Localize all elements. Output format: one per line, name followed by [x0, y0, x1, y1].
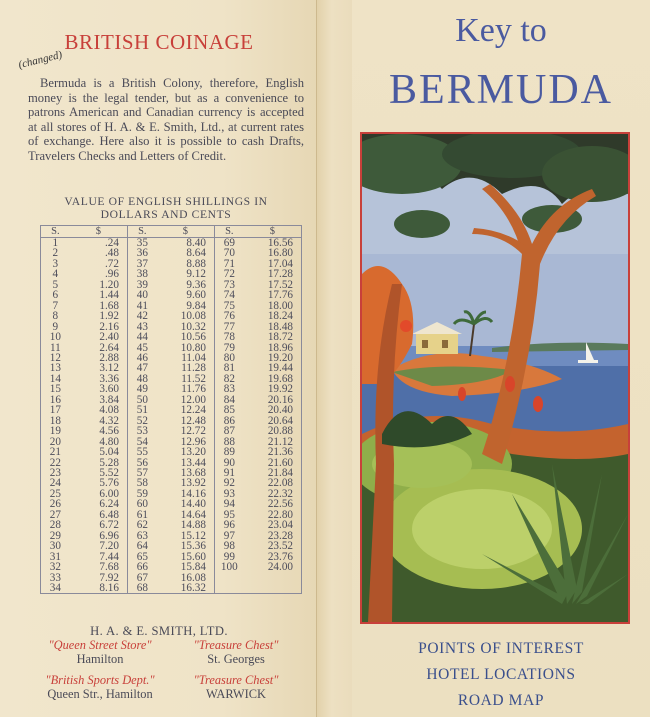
dollars-cell: 20.40 — [244, 405, 302, 415]
store-name: "Queen Street Store" — [48, 638, 152, 652]
shillings-cell: 60 — [127, 499, 156, 509]
table-row — [41, 520, 302, 530]
shillings-cell: 16 — [41, 395, 70, 405]
table-row — [41, 280, 302, 290]
table-row — [41, 248, 302, 258]
shillings-cell: 95 — [214, 510, 243, 520]
dollars-cell: 14.16 — [157, 489, 215, 499]
shillings-cell: 70 — [214, 248, 243, 258]
cover-title-bermuda: BERMUDA — [388, 67, 614, 113]
dollars-cell: 10.08 — [157, 311, 215, 321]
shillings-cell: 1 — [41, 238, 70, 249]
cover-panel — [352, 0, 650, 717]
dollars-cell: 12.00 — [157, 395, 215, 405]
shillings-cell: 4 — [41, 269, 70, 279]
table-row — [41, 478, 302, 488]
dollars-cell: 6.24 — [70, 499, 128, 509]
shillings-cell: 47 — [127, 363, 156, 373]
shillings-cell: 53 — [127, 426, 156, 436]
shillings-cell: 91 — [214, 468, 243, 478]
table-row — [41, 374, 302, 384]
dollars-cell: 4.80 — [70, 437, 128, 447]
dollars-cell: 11.28 — [157, 363, 215, 373]
dollars-cell: 14.40 — [157, 499, 215, 509]
exchange-rate-table — [40, 225, 302, 594]
dollars-cell: 16.80 — [244, 248, 302, 258]
dollars-cell: 6.00 — [70, 489, 128, 499]
dollars-cell: 18.96 — [244, 343, 302, 353]
col-header-dollars: $ — [244, 226, 302, 238]
page-fold — [316, 0, 353, 717]
table-row — [41, 583, 302, 594]
table-row — [41, 437, 302, 447]
shillings-cell: 7 — [41, 301, 70, 311]
dollars-cell: 23.28 — [244, 531, 302, 541]
shillings-cell: 96 — [214, 520, 243, 530]
shillings-cell: 24 — [41, 478, 70, 488]
shillings-cell: 80 — [214, 353, 243, 363]
shillings-cell: 92 — [214, 478, 243, 488]
shillings-cell: 11 — [41, 343, 70, 353]
table-row — [41, 552, 302, 562]
dollars-cell: 15.84 — [157, 562, 215, 572]
dollars-cell: 5.76 — [70, 478, 128, 488]
cover-title-key-to: Key to — [455, 12, 547, 49]
dollars-cell: 9.84 — [157, 301, 215, 311]
dollars-cell: 13.68 — [157, 468, 215, 478]
shillings-cell: 58 — [127, 478, 156, 488]
table-row — [41, 416, 302, 426]
shillings-cell: 23 — [41, 468, 70, 478]
dollars-cell: 5.28 — [70, 458, 128, 468]
shillings-cell: 43 — [127, 322, 156, 332]
shillings-cell: 86 — [214, 416, 243, 426]
table-row — [41, 269, 302, 279]
dollars-cell: 10.80 — [157, 343, 215, 353]
dollars-cell: 17.76 — [244, 290, 302, 300]
col-header-dollars: $ — [70, 226, 128, 238]
dollars-cell: 3.36 — [70, 374, 128, 384]
shillings-cell — [214, 573, 243, 583]
dollars-cell: 13.20 — [157, 447, 215, 457]
table-row — [41, 573, 302, 583]
shillings-cell: 8 — [41, 311, 70, 321]
shillings-cell: 34 — [41, 583, 70, 594]
dollars-cell: 7.68 — [70, 562, 128, 572]
dollars-cell: 6.48 — [70, 510, 128, 520]
dollars-cell: 2.88 — [70, 353, 128, 363]
table-row — [41, 384, 302, 394]
shillings-cell: 10 — [41, 332, 70, 342]
store-entry — [166, 674, 306, 701]
dollars-cell: 4.08 — [70, 405, 128, 415]
table-row — [41, 405, 302, 415]
dollars-cell: 1.92 — [70, 311, 128, 321]
dollars-cell: 22.56 — [244, 499, 302, 509]
store-location: WARWICK — [206, 686, 266, 701]
table-row — [41, 343, 302, 353]
shillings-cell: 37 — [127, 259, 156, 269]
handwritten-note: (changed) — [17, 48, 64, 72]
col-header-dollars: $ — [157, 226, 215, 238]
store-entry — [30, 639, 170, 666]
shillings-cell: 79 — [214, 343, 243, 353]
dollars-cell: 9.36 — [157, 280, 215, 290]
shillings-cell: 12 — [41, 353, 70, 363]
shillings-cell: 68 — [127, 583, 156, 594]
shillings-cell: 36 — [127, 248, 156, 258]
col-header-shillings: S. — [127, 226, 156, 238]
table-row — [41, 311, 302, 321]
dollars-cell: 3.84 — [70, 395, 128, 405]
dollars-cell: 10.56 — [157, 332, 215, 342]
dollars-cell: 23.76 — [244, 552, 302, 562]
dollars-cell: 19.92 — [244, 384, 302, 394]
dollars-cell: 12.96 — [157, 437, 215, 447]
shillings-cell: 62 — [127, 520, 156, 530]
dollars-cell: 16.32 — [157, 583, 215, 594]
intro-paragraph: Bermuda is a British Colony, therefore, English money is the legal tender, but as a convenience to patrons American and Canadian currency is accepted at all stores of H. A. & E. Smith, Ltd., at current rates of exchange. Here also it is possible to cash Drafts, Travelers Checks and Letters of Credit. — [28, 76, 304, 163]
dollars-cell: 8.40 — [157, 238, 215, 249]
shillings-cell: 2 — [41, 248, 70, 258]
table-row — [41, 395, 302, 405]
dollars-cell: 22.32 — [244, 489, 302, 499]
dollars-cell: 7.44 — [70, 552, 128, 562]
dollars-cell: .48 — [70, 248, 128, 258]
store-location: Hamilton — [76, 651, 124, 666]
dollars-cell: 20.88 — [244, 426, 302, 436]
shillings-cell: 66 — [127, 562, 156, 572]
dollars-cell: 10.32 — [157, 322, 215, 332]
shillings-cell: 22 — [41, 458, 70, 468]
shillings-cell: 76 — [214, 311, 243, 321]
coinage-intro — [28, 76, 304, 164]
shillings-cell: 38 — [127, 269, 156, 279]
shillings-cell: 85 — [214, 405, 243, 415]
dollars-cell: 23.52 — [244, 541, 302, 551]
store-entry — [166, 639, 306, 666]
shillings-cell: 42 — [127, 311, 156, 321]
dollars-cell: 21.36 — [244, 447, 302, 457]
dollars-cell: 7.92 — [70, 573, 128, 583]
dollars-cell: 11.52 — [157, 374, 215, 384]
table-row — [41, 510, 302, 520]
dollars-cell — [244, 583, 302, 594]
table-title-line-1: VALUE OF ENGLISH SHILLINGS IN — [64, 195, 268, 208]
shillings-cell: 87 — [214, 426, 243, 436]
dollars-cell: 1.68 — [70, 301, 128, 311]
shillings-cell: 61 — [127, 510, 156, 520]
table-row — [41, 489, 302, 499]
shillings-cell: 44 — [127, 332, 156, 342]
shillings-cell: 26 — [41, 499, 70, 509]
shillings-cell: 31 — [41, 552, 70, 562]
dollars-cell: 6.72 — [70, 520, 128, 530]
bermuda-landscape-illustration — [360, 132, 630, 624]
shillings-cell: 69 — [214, 238, 243, 249]
dollars-cell: 5.52 — [70, 468, 128, 478]
shillings-cell: 98 — [214, 541, 243, 551]
shillings-cell: 6 — [41, 290, 70, 300]
shillings-cell: 45 — [127, 343, 156, 353]
shillings-cell: 32 — [41, 562, 70, 572]
shillings-cell: 64 — [127, 541, 156, 551]
shillings-cell: 13 — [41, 363, 70, 373]
landscape-image — [362, 134, 628, 622]
points-of-interest: POINTS OF INTEREST — [418, 640, 584, 657]
dollars-cell: 18.00 — [244, 301, 302, 311]
dollars-cell: 2.64 — [70, 343, 128, 353]
shillings-cell: 57 — [127, 468, 156, 478]
table-body — [41, 238, 302, 594]
dollars-cell: 13.44 — [157, 458, 215, 468]
dollars-cell: 5.04 — [70, 447, 128, 457]
dollars-cell: 3.12 — [70, 363, 128, 373]
dollars-cell: 24.00 — [244, 562, 302, 572]
table-row — [41, 353, 302, 363]
dollars-cell: 9.60 — [157, 290, 215, 300]
dollars-cell: 15.12 — [157, 531, 215, 541]
shillings-cell: 67 — [127, 573, 156, 583]
dollars-cell: 8.88 — [157, 259, 215, 269]
shillings-cell: 50 — [127, 395, 156, 405]
table-row — [41, 426, 302, 436]
shillings-cell: 54 — [127, 437, 156, 447]
dollars-cell: 1.44 — [70, 290, 128, 300]
dollars-cell: 3.60 — [70, 384, 128, 394]
shillings-cell: 39 — [127, 280, 156, 290]
shillings-cell: 74 — [214, 290, 243, 300]
shillings-cell: 100 — [214, 562, 243, 572]
shillings-cell: 18 — [41, 416, 70, 426]
shillings-cell: 19 — [41, 426, 70, 436]
shillings-cell: 40 — [127, 290, 156, 300]
dollars-cell: 18.72 — [244, 332, 302, 342]
dollars-cell: 8.64 — [157, 248, 215, 258]
shillings-cell: 93 — [214, 489, 243, 499]
shillings-cell: 55 — [127, 447, 156, 457]
store-name: "British Sports Dept." — [45, 673, 155, 687]
store-entry — [30, 674, 170, 701]
shillings-cell: 63 — [127, 531, 156, 541]
dollars-cell: 15.60 — [157, 552, 215, 562]
shillings-cell: 65 — [127, 552, 156, 562]
shillings-cell: 9 — [41, 322, 70, 332]
dollars-cell: 16.56 — [244, 238, 302, 249]
dollars-cell — [244, 573, 302, 583]
store-name: "Treasure Chest" — [193, 673, 279, 687]
dollars-cell: 7.20 — [70, 541, 128, 551]
dollars-cell: 17.04 — [244, 259, 302, 269]
shillings-cell: 51 — [127, 405, 156, 415]
col-header-shillings: S. — [41, 226, 70, 238]
dollars-cell: 4.32 — [70, 416, 128, 426]
shillings-cell: 56 — [127, 458, 156, 468]
shillings-cell: 33 — [41, 573, 70, 583]
shillings-cell: 72 — [214, 269, 243, 279]
dollars-cell: 2.40 — [70, 332, 128, 342]
shillings-cell: 78 — [214, 332, 243, 342]
shillings-cell: 30 — [41, 541, 70, 551]
dollars-cell: 18.48 — [244, 322, 302, 332]
dollars-cell: 2.16 — [70, 322, 128, 332]
dollars-cell: 12.48 — [157, 416, 215, 426]
dollars-cell: 11.76 — [157, 384, 215, 394]
dollars-cell: 21.60 — [244, 458, 302, 468]
shillings-cell: 14 — [41, 374, 70, 384]
dollars-cell: 14.88 — [157, 520, 215, 530]
shillings-cell: 5 — [41, 280, 70, 290]
road-map: ROAD MAP — [457, 692, 545, 709]
coinage-title: BRITISH COINAGE — [64, 30, 254, 54]
table-row — [41, 468, 302, 478]
dollars-cell: 21.84 — [244, 468, 302, 478]
table-row — [41, 541, 302, 551]
dollars-cell: 21.12 — [244, 437, 302, 447]
shillings-cell: 17 — [41, 405, 70, 415]
dollars-cell: 1.20 — [70, 280, 128, 290]
shillings-cell: 88 — [214, 437, 243, 447]
shillings-cell: 75 — [214, 301, 243, 311]
dollars-cell: 22.08 — [244, 478, 302, 488]
table-row — [41, 301, 302, 311]
shillings-cell: 99 — [214, 552, 243, 562]
dollars-cell: 22.80 — [244, 510, 302, 520]
table-header-row — [41, 226, 302, 238]
table-row — [41, 332, 302, 342]
dollars-cell: 8.16 — [70, 583, 128, 594]
shillings-cell: 20 — [41, 437, 70, 447]
dollars-cell: 19.68 — [244, 374, 302, 384]
store-location: Queen Str., Hamilton — [47, 686, 153, 701]
shillings-cell: 84 — [214, 395, 243, 405]
shillings-cell: 15 — [41, 384, 70, 394]
dollars-cell: 20.16 — [244, 395, 302, 405]
shillings-cell: 46 — [127, 353, 156, 363]
shillings-cell: 28 — [41, 520, 70, 530]
table-title — [22, 195, 310, 221]
dollars-cell: .96 — [70, 269, 128, 279]
shillings-cell: 81 — [214, 363, 243, 373]
dollars-cell: 12.72 — [157, 426, 215, 436]
dollars-cell: 11.04 — [157, 353, 215, 363]
shillings-cell: 49 — [127, 384, 156, 394]
dollars-cell: 23.04 — [244, 520, 302, 530]
dollars-cell: .72 — [70, 259, 128, 269]
dollars-cell: 20.64 — [244, 416, 302, 426]
dollars-cell: 15.36 — [157, 541, 215, 551]
dollars-cell: 19.44 — [244, 363, 302, 373]
table-row — [41, 259, 302, 269]
shillings-cell: 35 — [127, 238, 156, 249]
table-row — [41, 531, 302, 541]
shillings-cell: 97 — [214, 531, 243, 541]
dollars-cell: 17.28 — [244, 269, 302, 279]
table-row — [41, 238, 302, 249]
dollars-cell: 17.52 — [244, 280, 302, 290]
shillings-cell: 94 — [214, 499, 243, 509]
shillings-cell: 48 — [127, 374, 156, 384]
dollars-cell: 4.56 — [70, 426, 128, 436]
shillings-cell: 3 — [41, 259, 70, 269]
table-row — [41, 363, 302, 373]
dollars-cell: 9.12 — [157, 269, 215, 279]
table-row — [41, 562, 302, 572]
shillings-cell: 41 — [127, 301, 156, 311]
table-row — [41, 322, 302, 332]
dollars-cell: 6.96 — [70, 531, 128, 541]
shillings-cell: 73 — [214, 280, 243, 290]
shillings-cell: 21 — [41, 447, 70, 457]
dollars-cell: 12.24 — [157, 405, 215, 415]
shillings-cell: 59 — [127, 489, 156, 499]
shillings-cell: 89 — [214, 447, 243, 457]
shillings-cell: 77 — [214, 322, 243, 332]
coinage-panel — [0, 0, 318, 717]
dollars-cell: 18.24 — [244, 311, 302, 321]
shillings-cell: 27 — [41, 510, 70, 520]
dollars-cell: 13.92 — [157, 478, 215, 488]
dollars-cell: 14.64 — [157, 510, 215, 520]
shillings-cell: 90 — [214, 458, 243, 468]
shillings-cell: 82 — [214, 374, 243, 384]
shillings-cell: 71 — [214, 259, 243, 269]
store-name: "Treasure Chest" — [193, 638, 279, 652]
table-title-line-2: DOLLARS AND CENTS — [100, 208, 232, 221]
table-row — [41, 499, 302, 509]
dollars-cell: .24 — [70, 238, 128, 249]
table-row — [41, 458, 302, 468]
shillings-cell — [214, 583, 243, 594]
table-row — [41, 447, 302, 457]
store-location: St. Georges — [207, 651, 265, 666]
shillings-cell: 29 — [41, 531, 70, 541]
dollars-cell: 19.20 — [244, 353, 302, 363]
dollars-cell: 16.08 — [157, 573, 215, 583]
shillings-cell: 25 — [41, 489, 70, 499]
hotel-locations: HOTEL LOCATIONS — [426, 666, 576, 683]
col-header-shillings: S. — [214, 226, 243, 238]
shillings-cell: 52 — [127, 416, 156, 426]
company-name: H. A. & E. SMITH, LTD. — [90, 624, 228, 638]
table-row — [41, 290, 302, 300]
shillings-cell: 83 — [214, 384, 243, 394]
